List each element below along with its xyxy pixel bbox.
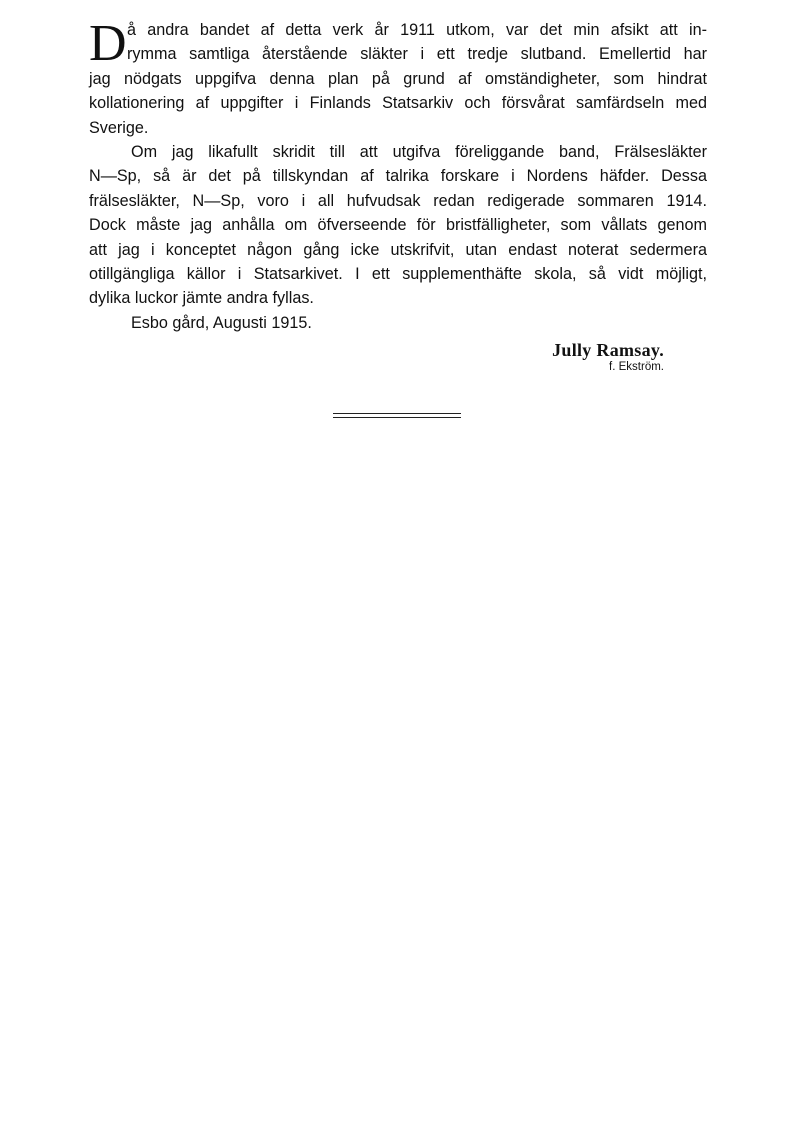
preface-text (89, 15, 707, 335)
paragraph-line: otillgängliga källor i Statsarkivet. I ett supplementhäfte skola, så vidt möjligt, (89, 264, 707, 283)
paragraph-line: kollationering af uppgifter i Finlands Statsarkiv och försvårat samfärdseln med (89, 94, 707, 113)
paragraph-line: Sverige. (89, 118, 149, 137)
preface-paragraph-1 (89, 15, 707, 140)
paragraph-line: jag nödgats uppgifva denna plan på grund af omständigheter, som hindrat (89, 69, 707, 88)
paragraph-line: frälsesläkter, N—Sp, voro i all hufvudsak redan redigerade sommaren 1914. (89, 191, 707, 210)
place-date: Esbo gård, Augusti 1915. (131, 313, 312, 332)
paragraph-line: å andra bandet af detta verk år 1911 utkom, var det min afsikt att in- (127, 21, 707, 39)
paragraph-line: N—Sp, så är det på tillskyndan af talrika forskare i Nordens häfder. Dessa (89, 167, 707, 186)
paragraph-line: Dock måste jag anhålla om öfverseende för bristfälligheter, som vållats genom (89, 216, 707, 235)
section-divider (333, 413, 461, 418)
signature-maiden-name: f. Ekström. (609, 361, 664, 373)
preface-paragraph-2 (89, 140, 707, 311)
signature-name: Jully Ramsay. (552, 340, 664, 360)
paragraph-line: rymma samtliga återstående släkter i ett tredje slutband. Emellertid har (127, 45, 707, 64)
paragraph-line: att jag i konceptet någon gång icke utskrifvit, utan endast noterat sedermera (89, 240, 707, 259)
signature-block (552, 340, 664, 374)
drop-cap: D (89, 15, 127, 72)
paragraph-line: dylika luckor jämte andra fyllas. (89, 289, 314, 308)
paragraph-line: Om jag likafullt skridit till att utgifva föreliggande band, Frälsesläkter (131, 142, 707, 161)
